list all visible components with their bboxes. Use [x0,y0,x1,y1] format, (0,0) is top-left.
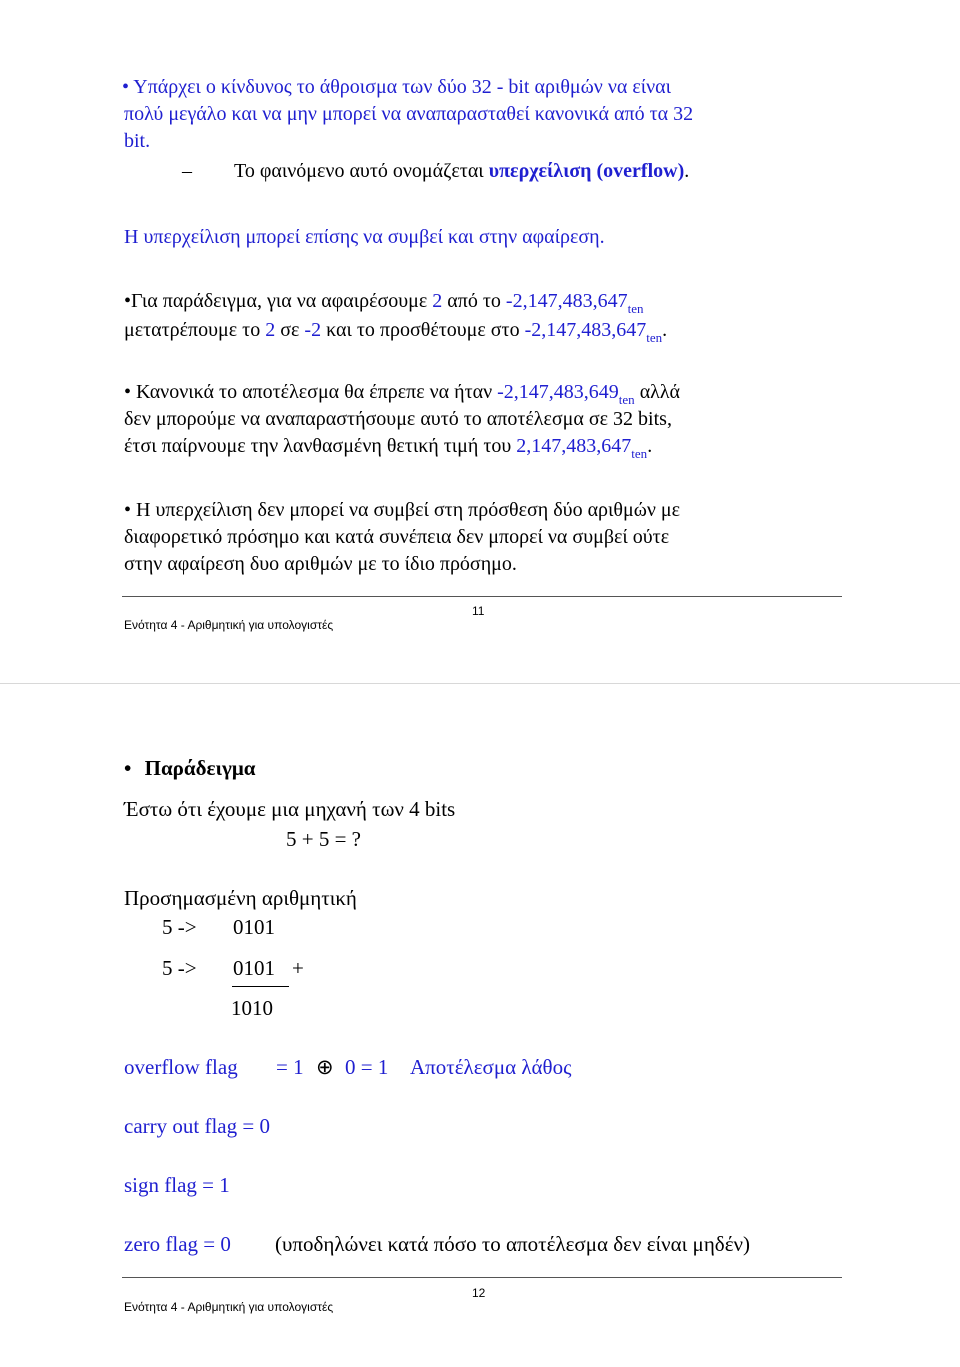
overflow-definition-suffix: . [684,160,690,182]
footer-text: Ενότητα 4 - Αριθμητική για υπολογιστές [124,618,334,632]
subtraction-note: Η υπερχείλιση μπορεί επίσης να συμβεί και στην αφαίρεση. [124,226,605,248]
normal-result-line-2: δεν μπορούμε να αναπαραστήσουμε αυτό το αποτέλεσμα σε 32 bits, [124,408,672,430]
sign-flag: sign flag = 1 [124,1173,230,1197]
example-l1-text-a: •Για παράδειγμα, για να αφαιρέσουμε [124,290,433,312]
overflow-flag-eq: = 1 [276,1055,304,1079]
overflow-term: υπερχείλιση (overflow) [488,160,685,182]
example-l1-number: -2,147,483,647 [505,290,628,312]
overflow-flag-label: overflow flag [124,1055,238,1079]
example-l1-two: 2 [432,290,443,312]
bullet-1-line-3: bit. [124,130,151,152]
example-l2-dot: . [662,319,668,341]
sum-underline [232,986,289,987]
normal-l3-text-a: έτσι παίρνουμε την λανθασμένη θετική τιμή του [124,435,517,457]
bullet-1-line-1: • Υπάρχει ο κίνδυνος το άθροισμα των δύο 32 - bit αριθμών να είναι [122,76,672,98]
row-1-label: 5 -> [162,915,197,939]
page-number: 11 [472,604,485,618]
plus-sign: + [292,956,304,980]
example-l1-subscript: ten [627,301,644,316]
heading-text: Παράδειγμα [144,756,256,780]
normal-l1-subscript: ten [618,392,635,407]
row-2-binary: 0101 [233,956,275,980]
heading-bullet: • [124,756,132,780]
row-2-label: 5 -> [162,956,197,980]
example-line-1 [124,288,643,316]
normal-l3-dot: . [647,435,653,457]
example-l1-text-b: από το [442,290,506,312]
normal-l1-text-a: • Κανονικά το αποτέλεσμα θα έπρεπε να ήταν [124,381,498,403]
normal-l3-number: 2,147,483,647 [516,435,632,457]
signed-arithmetic-title: Προσημασμένη αριθμητική [124,886,357,910]
overflow-flag-rest: 0 = 1 [345,1055,389,1079]
example-l2-text-b: σε [275,319,305,341]
overflow-definition-prefix: Το φαινόμενο αυτό ονομάζεται [234,160,489,182]
footer-text-2: Ενότητα 4 - Αριθμητική για υπολογιστές [124,1300,334,1314]
normal-result-line-3 [124,433,652,461]
example-l2-number: -2,147,483,647 [524,319,647,341]
overflow-error-note: Αποτέλεσμα λάθος [410,1055,572,1079]
page-number-2: 12 [472,1286,486,1300]
normal-result-line-1 [124,379,680,407]
sum-result: 1010 [231,996,273,1020]
sign-rule-line-1: • Η υπερχείλιση δεν μπορεί να συμβεί στη πρόσθεση δύο αριθμών με [124,499,681,521]
example-line-2 [124,317,667,345]
example-l2-subscript: ten [646,330,663,345]
example-l2-text-a: μετατρέπουμε το [124,319,266,341]
machine-line: Έστω ότι έχουμε μια μηχανή των 4 bits [124,797,456,821]
dash-marker: – [182,160,192,182]
example-l2-two: 2 [265,319,276,341]
footer-rule [122,596,842,597]
normal-l3-subscript: ten [631,446,648,461]
sign-rule-line-2: διαφορετικό πρόσημο και κατά συνέπεια δεν μπορεί να συμβεί ούτε [124,526,670,548]
carry-out-flag: carry out flag = 0 [124,1114,270,1138]
zero-flag: zero flag = 0 [124,1232,231,1256]
example-heading [124,755,255,781]
sign-rule-line-3: στην αφαίρεση δυο αριθμών με το ίδιο πρόσημο. [124,553,517,575]
question-line: 5 + 5 = ? [286,827,362,851]
overflow-definition [234,158,689,184]
normal-l1-number: -2,147,483,649 [497,381,619,403]
row-1-binary: 0101 [233,915,275,939]
normal-l1-text-b: αλλά [634,381,681,403]
page-divider [0,683,960,684]
xor-symbol: ⊕ [316,1055,334,1079]
example-l2-text-c: και το προσθέτουμε στο [321,319,525,341]
footer-rule-2 [122,1277,842,1278]
zero-flag-note: (υποδηλώνει κατά πόσο το αποτέλεσμα δεν είναι μηδέν) [275,1232,751,1256]
bullet-1-line-2: πολύ μεγάλο και να μην μπορεί να αναπαρασταθεί κανονικά από τα 32 [124,103,694,125]
example-l2-minus-two: -2 [304,319,322,341]
